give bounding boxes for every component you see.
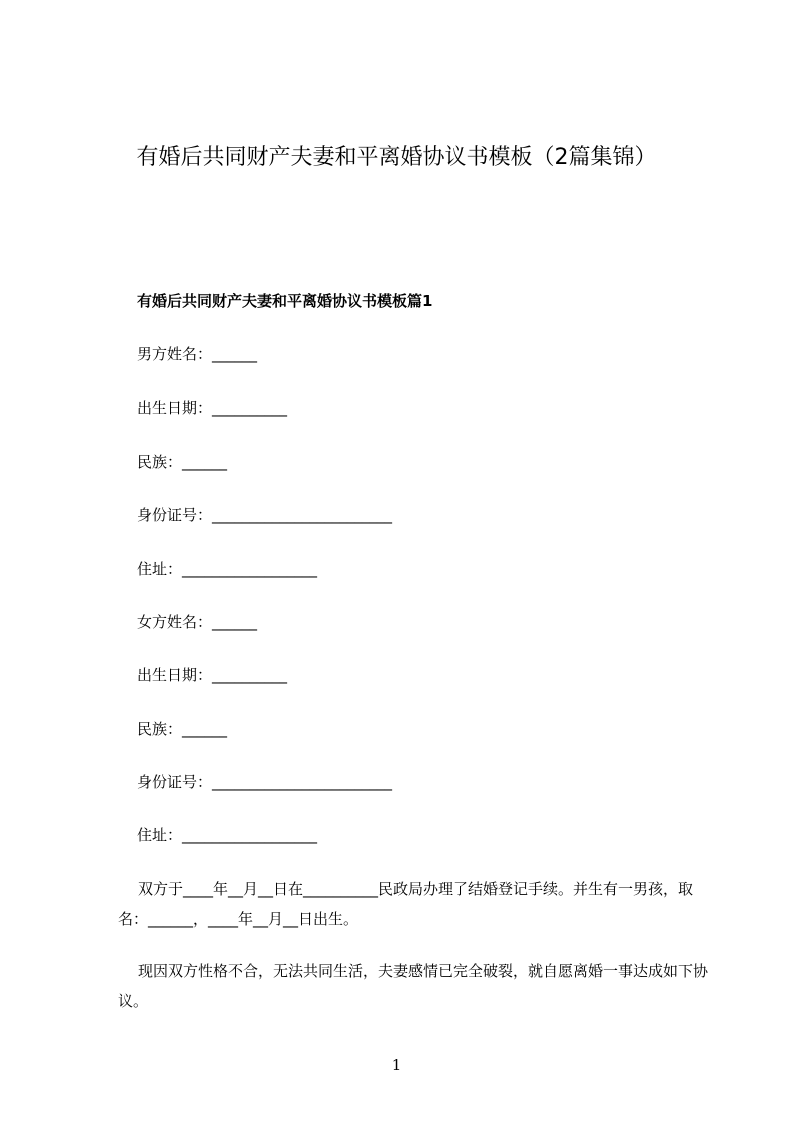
field-male-address: 住址：__________________ [137,560,318,578]
field-female-name: 女方姓名：______ [137,613,258,631]
field-male-ethnicity: 民族：______ [137,453,228,471]
field-female-birthdate: 出生日期：__________ [137,666,288,684]
field-female-id-number: 身份证号：________________________ [137,773,393,791]
paragraph-marriage-registration: 双方于____年__月__日在__________民政局办理了结婚登记手续。并生有一男孩，取名：______，____年__月__日出生。 [118,880,694,928]
document-title: 有婚后共同财产夫妻和平离婚协议书模板（2篇集锦） [136,145,657,170]
section-title: 有婚后共同财产夫妻和平离婚协议书模板篇1 [137,292,433,310]
field-female-address: 住址：__________________ [137,826,318,844]
field-male-name: 男方姓名：______ [137,345,258,363]
field-male-birthdate: 出生日期：__________ [137,399,288,417]
field-male-id-number: 身份证号：________________________ [137,506,393,524]
field-female-ethnicity: 民族：______ [137,720,228,738]
page-number: 1 [391,1056,402,1074]
paragraph-divorce-agreement: 现因双方性格不合，无法共同生活，夫妻感情已完全破裂，就自愿离婚一事达成如下协议。 [118,962,709,1010]
